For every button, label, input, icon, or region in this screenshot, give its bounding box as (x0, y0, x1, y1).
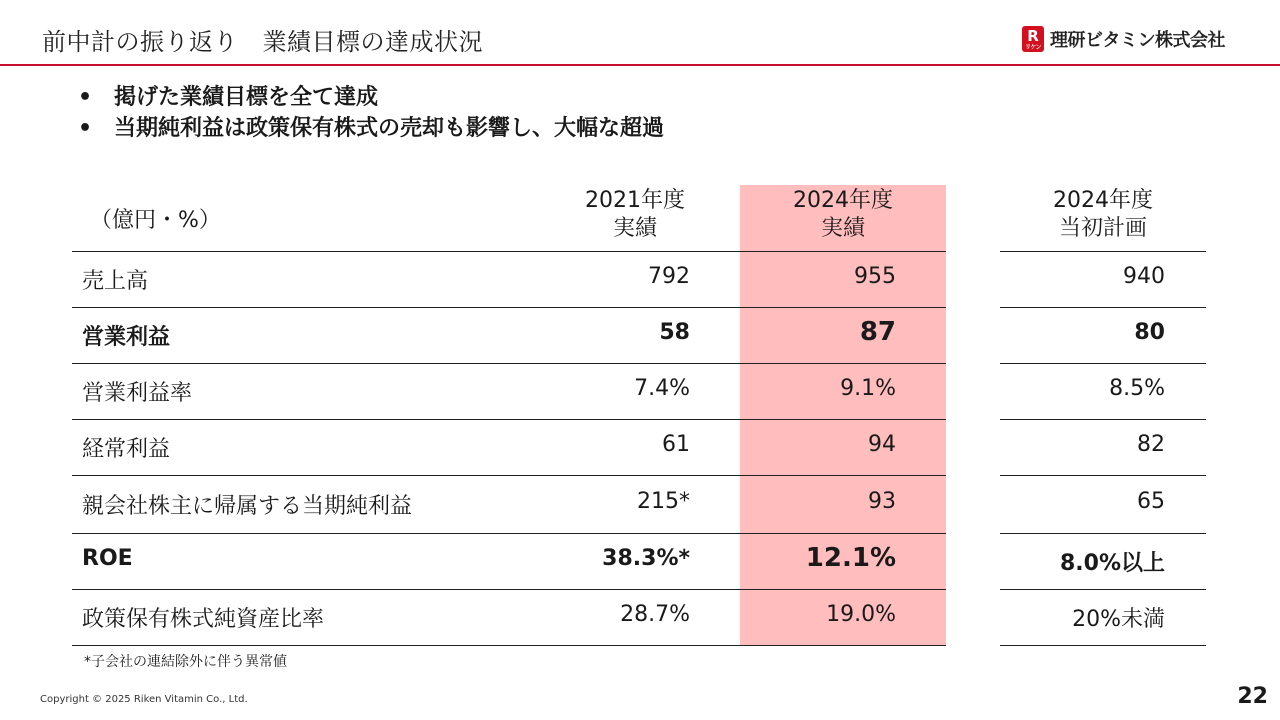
cell-2024-actual: 12.1% (805, 543, 896, 573)
column-header-type: 実績 (820, 216, 865, 241)
riken-logo-icon (1022, 26, 1044, 52)
table-divider (72, 645, 946, 646)
bullet-item (78, 113, 664, 144)
table-divider (1000, 251, 1206, 252)
table-divider (1000, 533, 1206, 534)
column-header-2024-plan (1028, 187, 1178, 243)
logo-mark-letter: R (1027, 27, 1039, 45)
cell-2024-plan: 8.5% (1109, 376, 1165, 401)
cell-2021-actual: 7.4% (634, 376, 690, 401)
cell-2024-plan: 8.0%以上 (1059, 551, 1165, 576)
row-label: 親会社株主に帰属する当期純利益 (82, 494, 413, 519)
table-divider (72, 307, 946, 308)
table-divider (1000, 363, 1206, 364)
row-label: 営業利益率 (82, 381, 193, 406)
row-label: ROE (82, 546, 133, 571)
row-label: 売上高 (82, 269, 149, 294)
column-header-year: 2024年度 (793, 188, 893, 213)
cell-2024-plan: 80 (1134, 320, 1165, 345)
bullet-text: 当期純利益は政策保有株式の売却も影響し、大幅な超過 (114, 116, 665, 141)
table-divider (72, 419, 946, 420)
bullet-dot-icon: • (78, 116, 93, 141)
column-header-year: 2024年度 (1053, 188, 1153, 213)
page-title: 前中計の振り返り 業績目標の達成状況 (42, 28, 483, 56)
cell-2021-actual: 38.3%* (602, 546, 690, 571)
table-divider (72, 533, 946, 534)
highlight-column-2024-actual (740, 185, 946, 646)
table-divider (1000, 589, 1206, 590)
table-divider (72, 589, 946, 590)
cell-2024-actual: 93 (868, 489, 896, 514)
table-divider (1000, 645, 1206, 646)
table-divider (1000, 475, 1206, 476)
table-divider (1000, 307, 1206, 308)
bullet-item (78, 82, 664, 113)
cell-2024-actual: 19.0% (826, 602, 896, 627)
table-divider (1000, 419, 1206, 420)
cell-2024-actual: 955 (854, 264, 896, 289)
page-number: 22 (1237, 684, 1268, 709)
row-label: 経常利益 (82, 437, 171, 462)
cell-2024-plan: 20%未満 (1072, 607, 1165, 632)
column-header-2021-actual (560, 187, 710, 243)
bullet-list (78, 82, 664, 144)
cell-2024-actual: 9.1% (840, 376, 896, 401)
cell-2021-actual: 58 (659, 320, 690, 345)
column-header-type: 当初計画 (1058, 216, 1147, 241)
copyright: Copyright © 2025 Riken Vitamin Co., Ltd. (40, 694, 248, 705)
cell-2021-actual: 215* (637, 489, 690, 514)
cell-2021-actual: 28.7% (620, 602, 690, 627)
title-divider (0, 64, 1280, 66)
unit-label: （億円・%） (90, 208, 221, 233)
bullet-dot-icon: • (78, 85, 93, 110)
bullet-text: 掲げた業績目標を全て達成 (114, 85, 379, 110)
cell-2024-actual: 94 (868, 432, 896, 457)
table-divider (72, 363, 946, 364)
cell-2024-plan: 940 (1123, 264, 1165, 289)
row-label: 営業利益 (82, 325, 171, 350)
cell-2021-actual: 792 (648, 264, 690, 289)
row-label: 政策保有株式純資産比率 (82, 607, 325, 632)
column-header-year: 2021年度 (585, 188, 685, 213)
company-name: 理研ビタミン株式会社 (1050, 30, 1225, 51)
footnote: *子会社の連結除外に伴う異常値 (84, 654, 287, 670)
table-divider (72, 251, 946, 252)
logo-mark-sub: リケン (1024, 44, 1042, 51)
company-logo (1022, 26, 1225, 52)
column-header-type: 実績 (612, 216, 657, 241)
cell-2024-actual: 87 (859, 317, 896, 347)
cell-2024-plan: 82 (1137, 432, 1165, 457)
column-header-2024-actual (768, 187, 918, 243)
cell-2024-plan: 65 (1137, 489, 1165, 514)
table-divider (72, 475, 946, 476)
cell-2021-actual: 61 (662, 432, 690, 457)
